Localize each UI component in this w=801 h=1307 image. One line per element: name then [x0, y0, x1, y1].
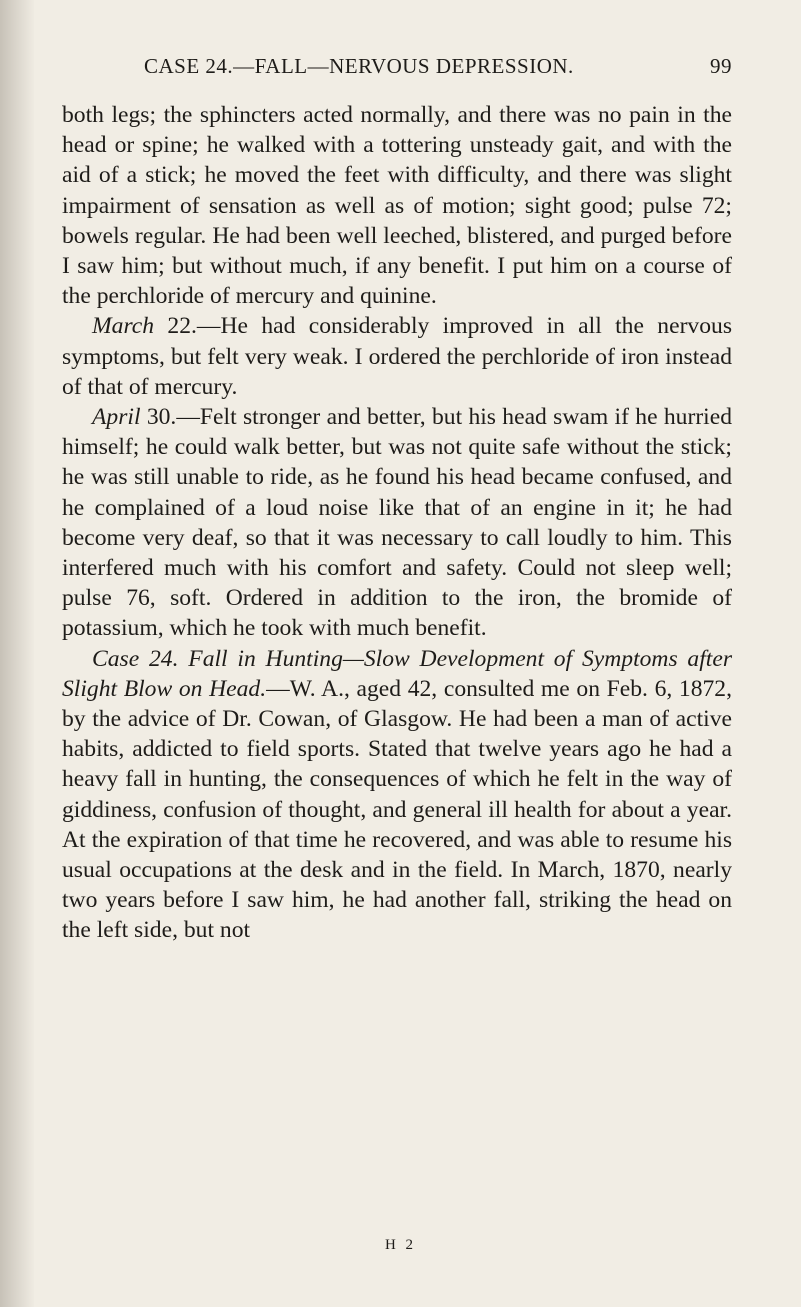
- paragraph-april-entry: [62, 402, 732, 644]
- page-number: 99: [710, 54, 732, 78]
- paragraph-march-entry: [62, 311, 732, 402]
- entry-date-april: April: [92, 404, 141, 431]
- page-gutter-shadow: [0, 0, 34, 1307]
- running-title: CASE 24.—FALL—NERVOUS DEPRESSION.: [144, 54, 574, 78]
- case-heading: Case 24. Fall in Hunting—Slow Development of Symptoms after Slight Blow on Head.: [62, 645, 732, 702]
- paragraph-continued: both legs; the sphincters acted normally, and there was no pain in the head or spine; he walked with a tottering unsteady gait, and with the aid of a stick; he moved the feet with difficulty, and there was slight impairment of sensation as well as of motion; sight good; pulse 72; bowels regular. He had been well leeched, blistered, and purged before I saw him; but without much, if any benefit. I put him on a course of the perchloride of mercury and quinine.: [62, 102, 732, 310]
- entry-text-april: 30.—Felt stronger and better, but his head swam if he hurried himself; he could walk better, but was not quite safe without the stick; he was still unable to ride, as he found his head became confused, and he complained of a loud noise like that of an engine in it; he had become very deaf, so that it was necessary to call loudly to him. This interfered much with his comfort and safety. Could not sleep well; pulse 76, soft. Ordered in addition to the iron, the bromide of potassium, which he took with much benefit.: [62, 404, 732, 642]
- body-text: [62, 100, 732, 946]
- paragraph-case-24: [62, 644, 732, 946]
- entry-text-march: 22.—He had considerably improved in all the nervous symptoms, but felt very weak. I ordered the perchloride of iron instead of that of mercury.: [62, 313, 732, 400]
- entry-date-march: March: [92, 313, 155, 340]
- case-text: —W. A., aged 42, consulted me on Feb. 6, 1872, by the advice of Dr. Cowan, of Glasgow. He had been a man of active habits, addicted to field sports. Stated that twelve years ago he had a heavy fall in hunting, the consequences of which he felt in the way of giddiness, confusion of thought, and general ill health for about a year. At the expiration of that time he recovered, and was able to resume his usual occupations at the desk and in the field. In March, 1870, nearly two years before I saw him, he had another fall, striking the head on the left side, but not: [62, 675, 733, 944]
- running-header: [62, 54, 732, 84]
- signature-mark: H 2: [384, 1237, 417, 1253]
